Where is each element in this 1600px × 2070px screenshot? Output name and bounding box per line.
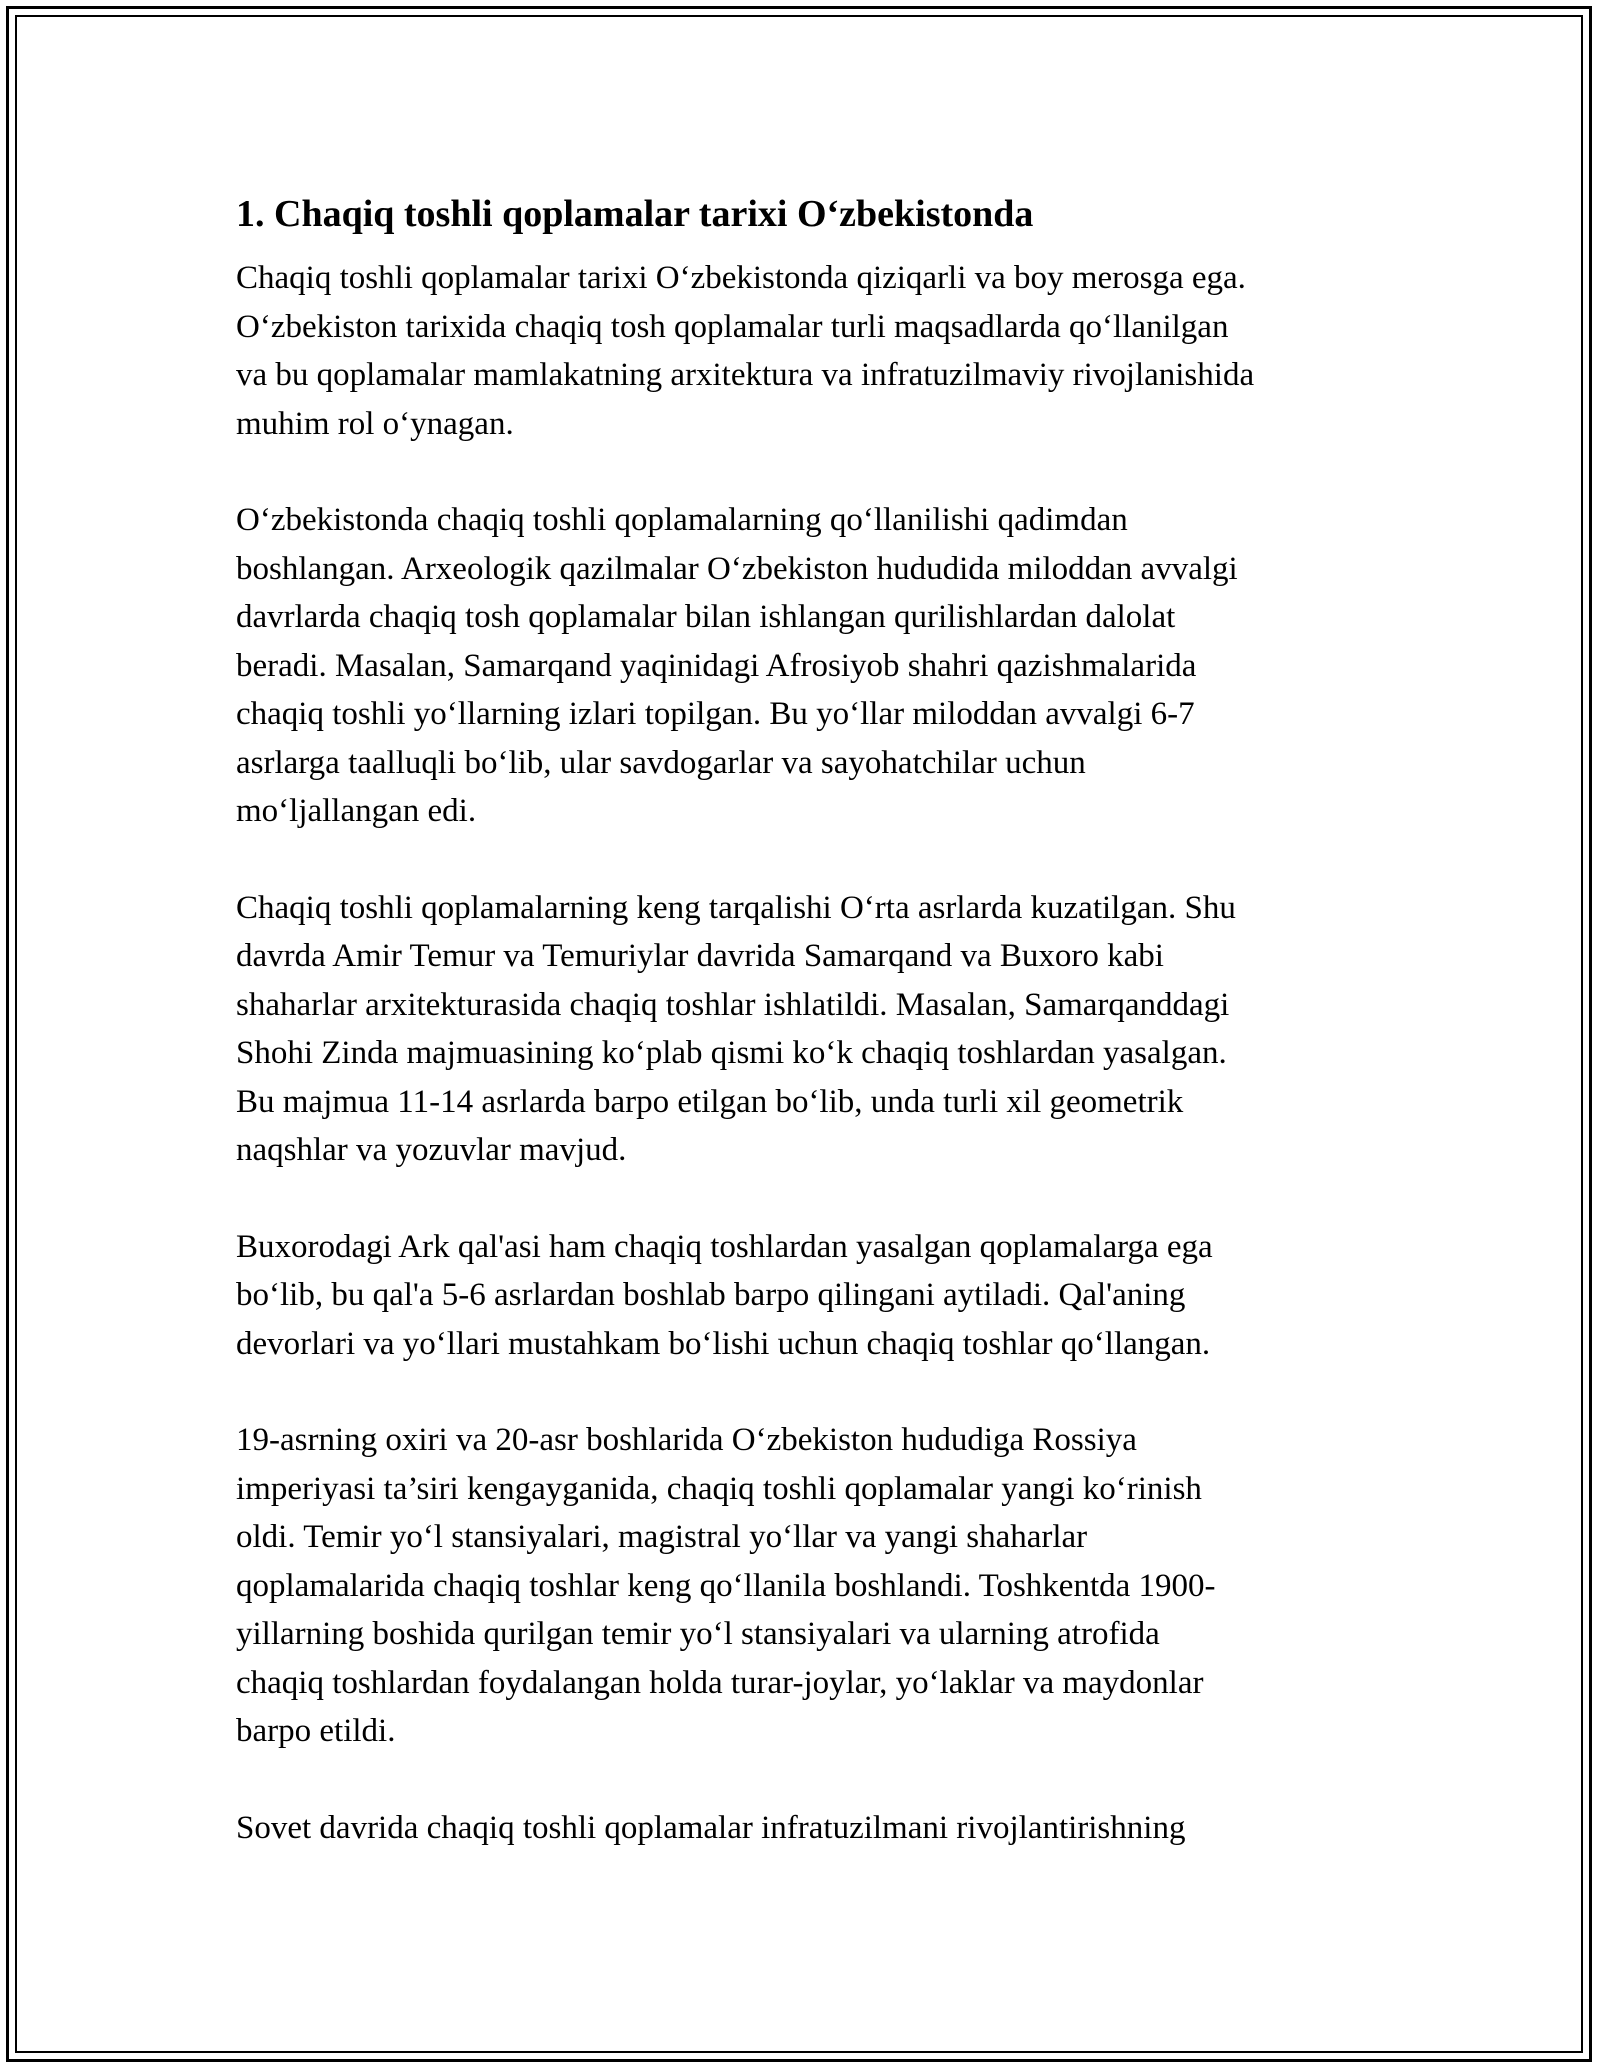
text-line: muhim rol o‘ynagan. bbox=[236, 405, 514, 442]
paragraph bbox=[236, 254, 1386, 448]
paragraph bbox=[236, 1804, 1386, 1853]
text-line: Shohi Zinda majmuasining ko‘plab qismi ko‘k chaqiq toshlardan yasalgan. bbox=[236, 1035, 1227, 1071]
text-line: oldi. Temir yo‘l stansiyalari, magistral yo‘llar va yangi shaharlar bbox=[236, 1519, 1088, 1555]
text-line: O‘zbekistonda chaqiq toshli qoplamalarning qo‘llanilishi qadimdan bbox=[236, 502, 1128, 538]
text-line: Chaqiq toshli qoplamalarning keng tarqalishi O‘rta asrlarda kuzatilgan. Shu bbox=[236, 889, 1236, 926]
text-line: shaharlar arxitekturasida chaqiq toshlar ishlatildi. Masalan, Samarqanddagi bbox=[236, 986, 1230, 1023]
paragraph bbox=[236, 1223, 1386, 1369]
text-line: davrda Amir Temur va Temuriylar davrida Samarqand va Buxoro kabi bbox=[236, 938, 1164, 974]
text-line: 19-asrning oxiri va 20-asr boshlarida O‘zbekiston hududiga Rossiya bbox=[236, 1422, 1137, 1458]
text-line: naqshlar va yozuvlar mavjud. bbox=[236, 1132, 627, 1168]
paragraph bbox=[236, 1416, 1386, 1756]
text-line: chaqiq toshli yo‘llarning izlari topilgan. Bu yo‘llar miloddan avvalgi 6-7 bbox=[236, 696, 1195, 732]
text-line: davrlarda chaqiq tosh qoplamalar bilan ishlangan qurilishlardan dalolat bbox=[236, 599, 1176, 635]
text-line: devorlari va yo‘llari mustahkam bo‘lishi uchun chaqiq toshlar qo‘llangan. bbox=[236, 1325, 1211, 1362]
text-line: chaqiq toshlardan foydalangan holda turar-joylar, yo‘laklar va maydonlar bbox=[236, 1664, 1204, 1701]
text-line: imperiyasi ta’siri kengayganida, chaqiq toshli qoplamalar yangi ko‘rinish bbox=[236, 1470, 1202, 1507]
paragraph bbox=[236, 884, 1386, 1175]
text-line: asrlarga taalluqli bo‘lib, ular savdogarlar va sayohatchilar uchun bbox=[236, 744, 1086, 781]
text-line: beradi. Masalan, Samarqand yaqinidagi Afrosiyob shahri qazishmalarida bbox=[236, 647, 1197, 684]
text-line: barpo etildi. bbox=[236, 1713, 396, 1749]
text-line: boshlangan. Arxeologik qazilmalar O‘zbekiston hududida miloddan avvalgi bbox=[236, 550, 1238, 587]
text-line: yillarning boshida qurilgan temir yo‘l stansiyalari va ularning atrofida bbox=[236, 1616, 1160, 1652]
text-line: O‘zbekiston tarixida chaqiq tosh qoplamalar turli maqsadlarda qo‘llanilgan bbox=[236, 308, 1229, 345]
text-line: Chaqiq toshli qoplamalar tarixi O‘zbekistonda qiziqarli va boy merosga ega. bbox=[236, 260, 1246, 296]
text-line: bo‘lib, bu qal'a 5-6 asrlardan boshlab barpo qilingani aytiladi. Qal'aning bbox=[236, 1277, 1186, 1313]
text-line: mo‘ljallangan edi. bbox=[236, 793, 477, 829]
text-line: va bu qoplamalar mamlakatning arxitektura va infratuzilmaviy rivojlanishida bbox=[236, 357, 1255, 393]
section-heading: 1. Chaqiq toshli qoplamalar tarixi O‘zbekistonda bbox=[236, 193, 1034, 235]
text-line: Sovet davrida chaqiq toshli qoplamalar infratuzilmani rivojlantirishning bbox=[236, 1809, 1186, 1846]
text-line: Bu majmua 11-14 asrlarda barpo etilgan bo‘lib, unda turli xil geometrik bbox=[236, 1083, 1184, 1120]
paragraph-list bbox=[236, 254, 1386, 1852]
text-line: Buxorodagi Ark qal'asi ham chaqiq toshlardan yasalgan qoplamalarga ega bbox=[236, 1228, 1213, 1265]
paragraph bbox=[236, 496, 1386, 836]
document-body bbox=[236, 188, 1386, 1900]
text-line: qoplamalarida chaqiq toshlar keng qo‘llanila boshlandi. Toshkentda 1900- bbox=[236, 1567, 1216, 1604]
